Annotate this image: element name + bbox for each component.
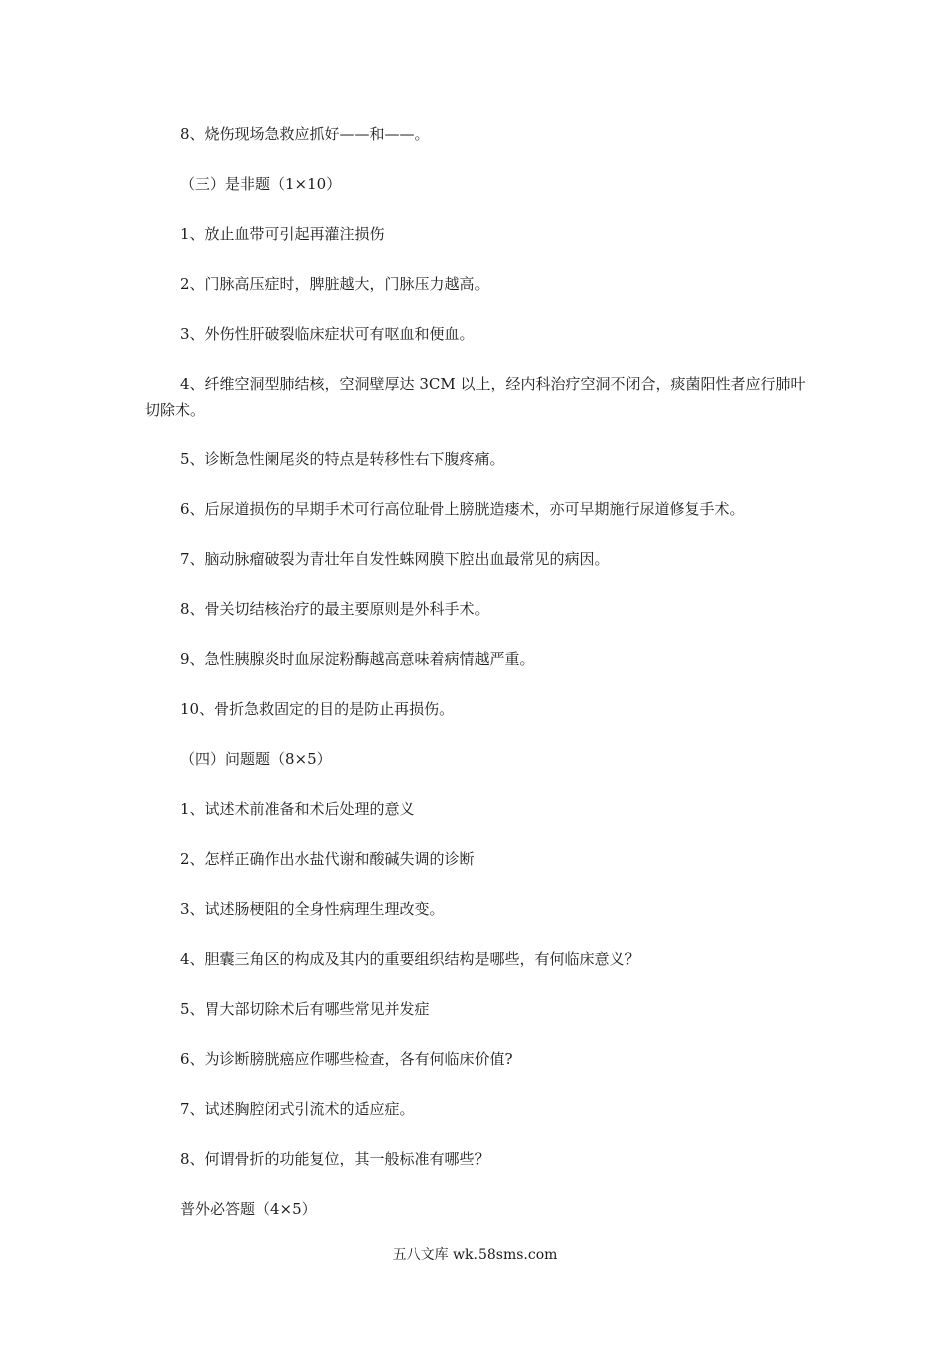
true-false-item-3: 3、外伤性肝破裂临床症状可有呕血和便血。 [180, 325, 475, 343]
true-false-item-6: 6、后尿道损伤的早期手术可行高位耻骨上膀胱造瘘术，亦可早期施行尿道修复手术。 [180, 500, 745, 518]
true-false-item-10: 10、骨折急救固定的目的是防止再损伤。 [180, 700, 455, 718]
question-item-5: 5、胃大部切除术后有哪些常见并发症 [180, 1000, 430, 1018]
page-footer: 五八文库 wk.58sms.com [392, 1247, 558, 1263]
question-item-1: 1、试述术前准备和术后处理的意义 [180, 800, 415, 818]
question-item-2: 2、怎样正确作出水盐代谢和酸碱失调的诊断 [180, 850, 475, 868]
question-item-6: 6、为诊断膀胱癌应作哪些检查，各有何临床价值? [180, 1050, 513, 1068]
blank-item-8: 8、烧伤现场急救应抓好——和——。 [180, 125, 430, 143]
question-item-3: 3、试述肠梗阻的全身性病理生理改变。 [180, 900, 445, 918]
true-false-item-4: 4、纤维空洞型肺结核，空洞壁厚达 3CM 以上，经内科治疗空洞不闭合，痰菌阳性者应行肺叶切除术。 [145, 375, 806, 419]
true-false-item-8: 8、骨关切结核治疗的最主要原则是外科手术。 [180, 600, 490, 618]
true-false-item-5: 5、诊断急性阑尾炎的特点是转移性右下腹疼痛。 [180, 450, 505, 468]
true-false-item-2: 2、门脉高压症时，脾脏越大，门脉压力越高。 [180, 275, 490, 293]
question-item-7: 7、试述胸腔闭式引流术的适应症。 [180, 1100, 415, 1118]
question-item-4: 4、胆囊三角区的构成及其内的重要组织结构是哪些，有何临床意义？ [180, 950, 640, 968]
true-false-item-7: 7、脑动脉瘤破裂为青壮年自发性蛛网膜下腔出血最常见的病因。 [180, 550, 610, 568]
section-heading-questions: （四）问题题（8×5） [180, 750, 332, 768]
true-false-item-9: 9、急性胰腺炎时血尿淀粉酶越高意味着病情越严重。 [180, 650, 535, 668]
section-heading-true-false: （三）是非题（1×10） [180, 175, 342, 193]
section-heading-general-surgery: 普外必答题（4×5） [180, 1200, 317, 1218]
true-false-item-1: 1、放止血带可引起再灌注损伤 [180, 225, 385, 243]
question-item-8: 8、何谓骨折的功能复位，其一般标准有哪些？ [180, 1150, 490, 1168]
